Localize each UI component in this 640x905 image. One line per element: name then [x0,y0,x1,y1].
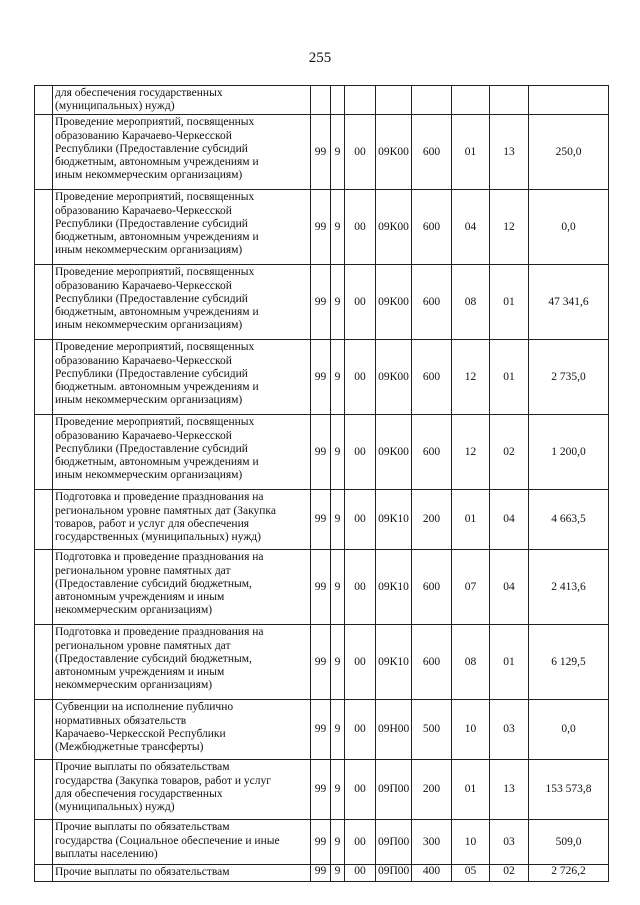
row-number-cell [35,865,53,881]
code-cell-c3: 00 [345,625,376,700]
row-number-cell [35,625,53,700]
amount-cell: 0,0 [529,700,609,760]
code-cell-c1 [311,86,331,115]
code-cell-c6: 10 [452,700,490,760]
code-cell-c3: 00 [345,415,376,490]
code-cell-c2: 9 [331,265,345,340]
table-row [35,265,609,340]
code-cell-c7: 01 [490,265,529,340]
code-cell-c2 [331,86,345,115]
code-cell-c4: 09К00 [376,340,412,415]
code-cell-c2: 9 [331,820,345,865]
code-cell-c2: 9 [331,625,345,700]
amount-cell: 6 129,5 [529,625,609,700]
table-row [35,115,609,190]
code-cell-c6: 10 [452,820,490,865]
code-cell-c1: 99 [311,820,331,865]
amount-cell: 250,0 [529,115,609,190]
expense-name-cell: Прочие выплаты по обязательствам государства (Социальное обеспечение и иные выплаты населению) [53,820,311,865]
code-cell-c1: 99 [311,340,331,415]
code-cell-c3: 00 [345,265,376,340]
code-cell-c1: 99 [311,625,331,700]
table-row [35,625,609,700]
code-cell-c7 [490,86,529,115]
code-cell-c4: 09К00 [376,190,412,265]
code-cell-c7: 03 [490,820,529,865]
amount-cell: 2 413,6 [529,550,609,625]
code-cell-c3: 00 [345,550,376,625]
code-cell-c6: 12 [452,340,490,415]
expense-name-cell: Подготовка и проведение празднования на региональном уровне памятных дат (Предоставление субсидий бюджетным, автономным учреждениям и иным некоммерческим организациям) [53,625,311,700]
code-cell-c7: 03 [490,700,529,760]
amount-cell: 4 663,5 [529,490,609,550]
row-number-cell [35,760,53,820]
table-row [35,86,609,115]
code-cell-c7: 02 [490,865,529,881]
expense-name-cell: Проведение мероприятий, посвященных образованию Карачаево-Черкесской Республики (Предоставление субсидий бюджетным, автономным учреждениям и иным некоммерческим организациям) [53,190,311,265]
code-cell-c4: 09К10 [376,625,412,700]
code-cell-c6: 05 [452,865,490,881]
amount-cell [529,86,609,115]
expense-name-cell: Подготовка и проведение празднования на региональном уровне памятных дат (Предоставление субсидий бюджетным, автономным учреждениям и иным некоммерческим организациям) [53,550,311,625]
code-cell-c6: 12 [452,415,490,490]
code-cell-c6: 04 [452,190,490,265]
table-row [35,190,609,265]
code-cell-c7: 13 [490,115,529,190]
code-cell-c3: 00 [345,115,376,190]
code-cell-c7: 02 [490,415,529,490]
code-cell-c6: 01 [452,760,490,820]
row-number-cell [35,86,53,115]
table-row [35,550,609,625]
code-cell-c4: 09К00 [376,115,412,190]
code-cell-c2: 9 [331,865,345,881]
code-cell-c3: 00 [345,865,376,881]
code-cell-c1: 99 [311,415,331,490]
code-cell-c4: 09К10 [376,550,412,625]
code-cell-c4: 09К00 [376,265,412,340]
code-cell-c4: 09П00 [376,865,412,881]
code-cell-c5: 600 [412,265,452,340]
expense-name-cell: Прочие выплаты по обязательствам [53,865,311,881]
code-cell-c3: 00 [345,820,376,865]
code-cell-c2: 9 [331,190,345,265]
code-cell-c5: 200 [412,760,452,820]
amount-cell: 0,0 [529,190,609,265]
amount-cell: 153 573,8 [529,760,609,820]
code-cell-c1: 99 [311,700,331,760]
expense-name-cell: для обеспечения государственных (муниципальных) нужд) [53,86,311,115]
code-cell-c6: 01 [452,490,490,550]
expense-name-cell: Прочие выплаты по обязательствам государства (Закупка товаров, работ и услуг для обеспечения государственных (муниципальных) нужд) [53,760,311,820]
code-cell-c4: 09П00 [376,820,412,865]
code-cell-c5: 600 [412,190,452,265]
code-cell-c4: 09П00 [376,760,412,820]
code-cell-c1: 99 [311,190,331,265]
code-cell-c7: 04 [490,490,529,550]
amount-cell: 2 735,0 [529,340,609,415]
code-cell-c3: 00 [345,760,376,820]
amount-cell: 47 341,6 [529,265,609,340]
row-number-cell [35,415,53,490]
code-cell-c7: 04 [490,550,529,625]
expense-name-cell: Проведение мероприятий, посвященных образованию Карачаево-Черкесской Республики (Предоставление субсидий бюджетным, автономным учреждениям и иным некоммерческим организациям) [53,265,311,340]
code-cell-c1: 99 [311,490,331,550]
table-row [35,340,609,415]
expense-name-cell: Проведение мероприятий, посвященных образованию Карачаево-Черкесской Республики (Предоставление субсидий бюджетным, автономным учреждениям и иным некоммерческим организациям) [53,115,311,190]
code-cell-c2: 9 [331,340,345,415]
row-number-cell [35,340,53,415]
amount-cell: 509,0 [529,820,609,865]
code-cell-c1: 99 [311,265,331,340]
code-cell-c3 [345,86,376,115]
amount-cell: 2 726,2 [529,865,609,881]
row-number-cell [35,700,53,760]
table-row [35,490,609,550]
table-row [35,820,609,865]
code-cell-c1: 99 [311,865,331,881]
code-cell-c3: 00 [345,190,376,265]
expense-name-cell: Проведение мероприятий, посвященных образованию Карачаево-Черкесской Республики (Предоставление субсидий бюджетным, автономным учреждениям и иным некоммерческим организациям) [53,415,311,490]
code-cell-c2: 9 [331,700,345,760]
table-row [35,415,609,490]
code-cell-c4: 09Н00 [376,700,412,760]
row-number-cell [35,265,53,340]
code-cell-c1: 99 [311,760,331,820]
code-cell-c5: 500 [412,700,452,760]
code-cell-c7: 01 [490,625,529,700]
code-cell-c2: 9 [331,415,345,490]
row-number-cell [35,115,53,190]
code-cell-c5: 300 [412,820,452,865]
expense-name-cell: Субвенции на исполнение публично нормативных обязательств Карачаево-Черкесской Республики (Межбюджетные трансферты) [53,700,311,760]
code-cell-c6: 08 [452,265,490,340]
code-cell-c5: 600 [412,550,452,625]
code-cell-c6: 07 [452,550,490,625]
table-row [35,700,609,760]
expense-name-cell: Проведение мероприятий, посвященных образованию Карачаево-Черкесской Республики (Предоставление субсидий бюджетным. автономным учреждениям и иным некоммерческим организациям) [53,340,311,415]
amount-cell: 1 200,0 [529,415,609,490]
row-number-cell [35,190,53,265]
code-cell-c7: 01 [490,340,529,415]
code-cell-c6: 08 [452,625,490,700]
code-cell-c1: 99 [311,550,331,625]
code-cell-c5: 600 [412,115,452,190]
code-cell-c7: 12 [490,190,529,265]
code-cell-c7: 13 [490,760,529,820]
table-row [35,760,609,820]
code-cell-c5: 400 [412,865,452,881]
budget-table [34,85,609,882]
code-cell-c4: 09К10 [376,490,412,550]
page-number: 255 [308,50,332,66]
code-cell-c5: 600 [412,415,452,490]
code-cell-c4: 09К00 [376,415,412,490]
code-cell-c2: 9 [331,760,345,820]
code-cell-c5: 600 [412,340,452,415]
code-cell-c6: 01 [452,115,490,190]
table-row [35,865,609,881]
code-cell-c5: 600 [412,625,452,700]
row-number-cell [35,550,53,625]
row-number-cell [35,820,53,865]
code-cell-c2: 9 [331,490,345,550]
code-cell-c3: 00 [345,340,376,415]
code-cell-c6 [452,86,490,115]
code-cell-c2: 9 [331,550,345,625]
expense-name-cell: Подготовка и проведение празднования на региональном уровне памятных дат (Закупка товаров, работ и услуг для обеспечения государственных (муниципальных) нужд) [53,490,311,550]
code-cell-c3: 00 [345,700,376,760]
code-cell-c5 [412,86,452,115]
row-number-cell [35,490,53,550]
code-cell-c4 [376,86,412,115]
code-cell-c2: 9 [331,115,345,190]
code-cell-c5: 200 [412,490,452,550]
code-cell-c3: 00 [345,490,376,550]
code-cell-c1: 99 [311,115,331,190]
